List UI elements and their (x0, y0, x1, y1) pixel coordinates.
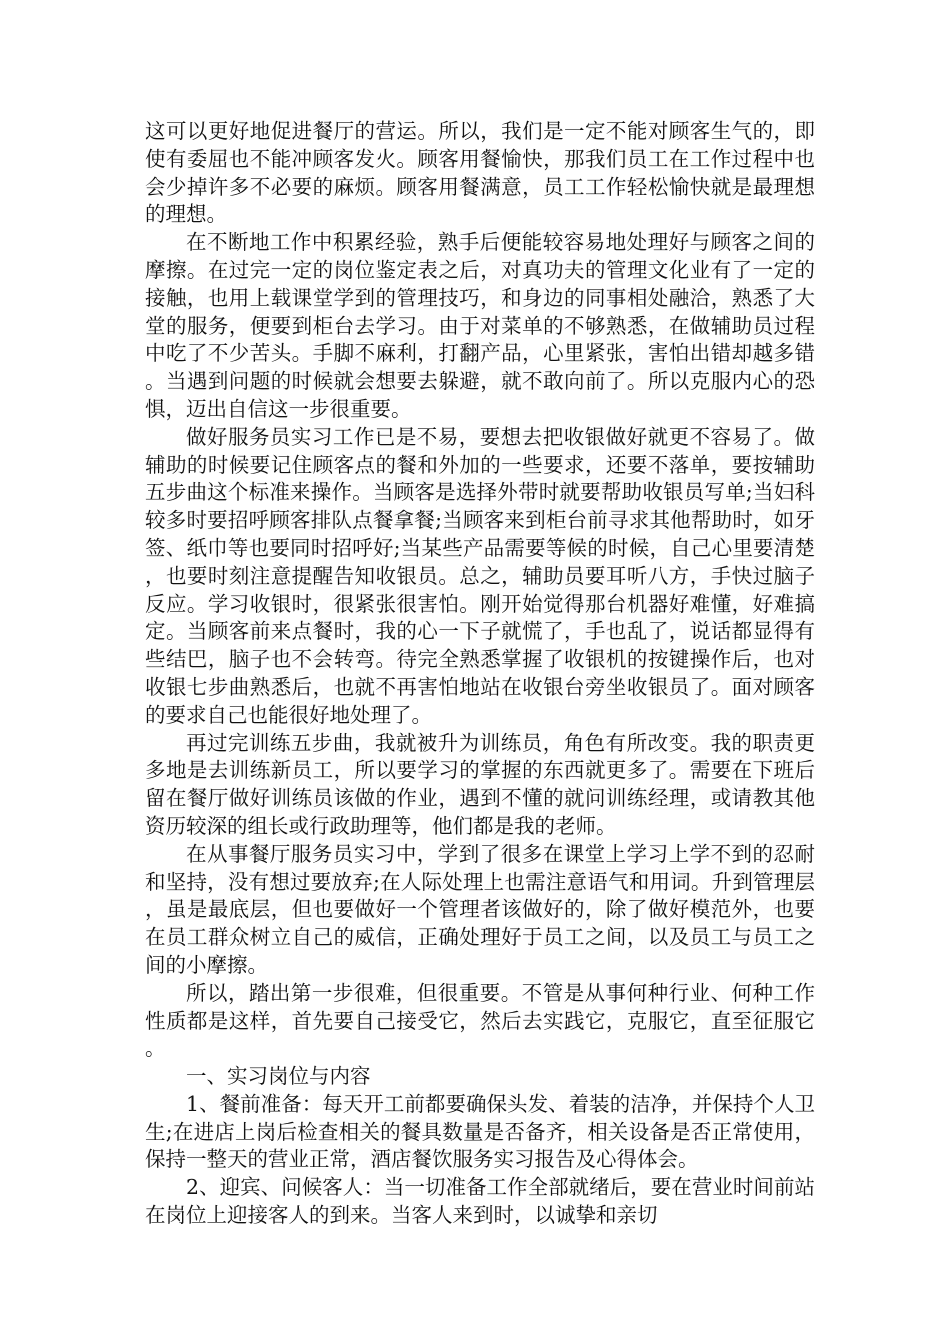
paragraph-trainer: 再过完训练五步曲，我就被升为训练员，角色有所改变。我的职责更多地是去训练新员工，所以要学习的掌握的东西就更多了。需要在下班后留在餐厅做好训练员该做的作业，遇到不懂的就问训练经理，或请教其他资历较深的组长或行政助理等，他们都是我的老师。 (145, 730, 815, 838)
list-item-preparation: 1、餐前准备：每天开工前都要确保头发、着装的洁净，并保持个人卫生;在进店上岗后检查相关的餐具数量是否备齐，相关设备是否正常使用，保持一整天的营业正常，酒店餐饮服务实习报告及心得体会。 (145, 1091, 815, 1172)
paragraph-continuation: 这可以更好地促进餐厅的营运。所以，我们是一定不能对顾客生气的，即使有委屈也不能冲顾客发火。顾客用餐愉快，那我们员工在工作过程中也会少掉许多不必要的麻烦。顾客用餐满意，员工工作轻松愉快就是最理想的理想。 (145, 119, 815, 227)
section-heading: 一、实习岗位与内容 (186, 1064, 371, 1089)
paragraph-experience: 在不断地工作中积累经验，熟手后便能较容易地处理好与顾客之间的摩擦。在过完一定的岗位鉴定表之后，对真功夫的管理文化业有了一定的接触，也用上载课堂学到的管理技巧，和身边的同事相处融洽，熟悉了大堂的服务，便要到柜台去学习。由于对菜单的不够熟悉，在做辅助员过程中吃了不少苦头。手脚不麻利，打翻产品，心里紧张，害怕出错却越多错。当遇到问题的时候就会想要去躲避，就不敢向前了。所以克服内心的恐惧，迈出自信这一步很重要。 (145, 230, 815, 421)
list-item-greeting: 2、迎宾、问候客人：当一切准备工作全部就绪后，要在营业时间前站在岗位上迎接客人的到来。当客人来到时，以诚挚和亲切 (145, 1175, 815, 1228)
paragraph-management: 在从事餐厅服务员实习中，学到了很多在课堂上学习上学不到的忍耐和坚持，没有想过要放弃;在人际处理上也需注意语气和用词。升到管理层，虽是最底层，但也要做好一个管理者该做好的，除了做好模范外，也要在员工群众树立自己的威信，正确处理好于员工之间，以及员工与员工之间的小摩擦。 (145, 841, 815, 977)
paragraph-conclusion: 所以，踏出第一步很难，但很重要。不管是从事何种行业、何种工作性质都是这样，首先要自己接受它，然后去实践它，克服它，直至征服它。 (145, 980, 815, 1061)
document-body (145, 118, 815, 1230)
paragraph-cashier: 做好服务员实习工作已是不易，要想去把收银做好就更不容易了。做辅助的时候要记住顾客点的餐和外加的一些要求，还要不落单，要按辅助五步曲这个标准来操作。当顾客是选择外带时就要帮助收银员写单;当妇科较多时要招呼顾客排队点餐拿餐;当顾客来到柜台前寻求其他帮助时，如牙签、纸巾等也要同时招呼好;当某些产品需要等候的时候，自己心里要清楚，也要时刻注意提醒告知收银员。总之，辅助员要耳听八方，手快过脑子反应。学习收银时，很紧张很害怕。刚开始觉得那台机器好难懂，好难搞定。当顾客前来点餐时，我的心一下子就慌了，手也乱了，说话都显得有些结巴，脑子也不会转弯。待完全熟悉掌握了收银机的按键操作后，也对收银七步曲熟悉后，也就不再害怕地站在收银台旁坐收银员了。面对顾客的要求自己也能很好地处理了。 (145, 424, 815, 727)
